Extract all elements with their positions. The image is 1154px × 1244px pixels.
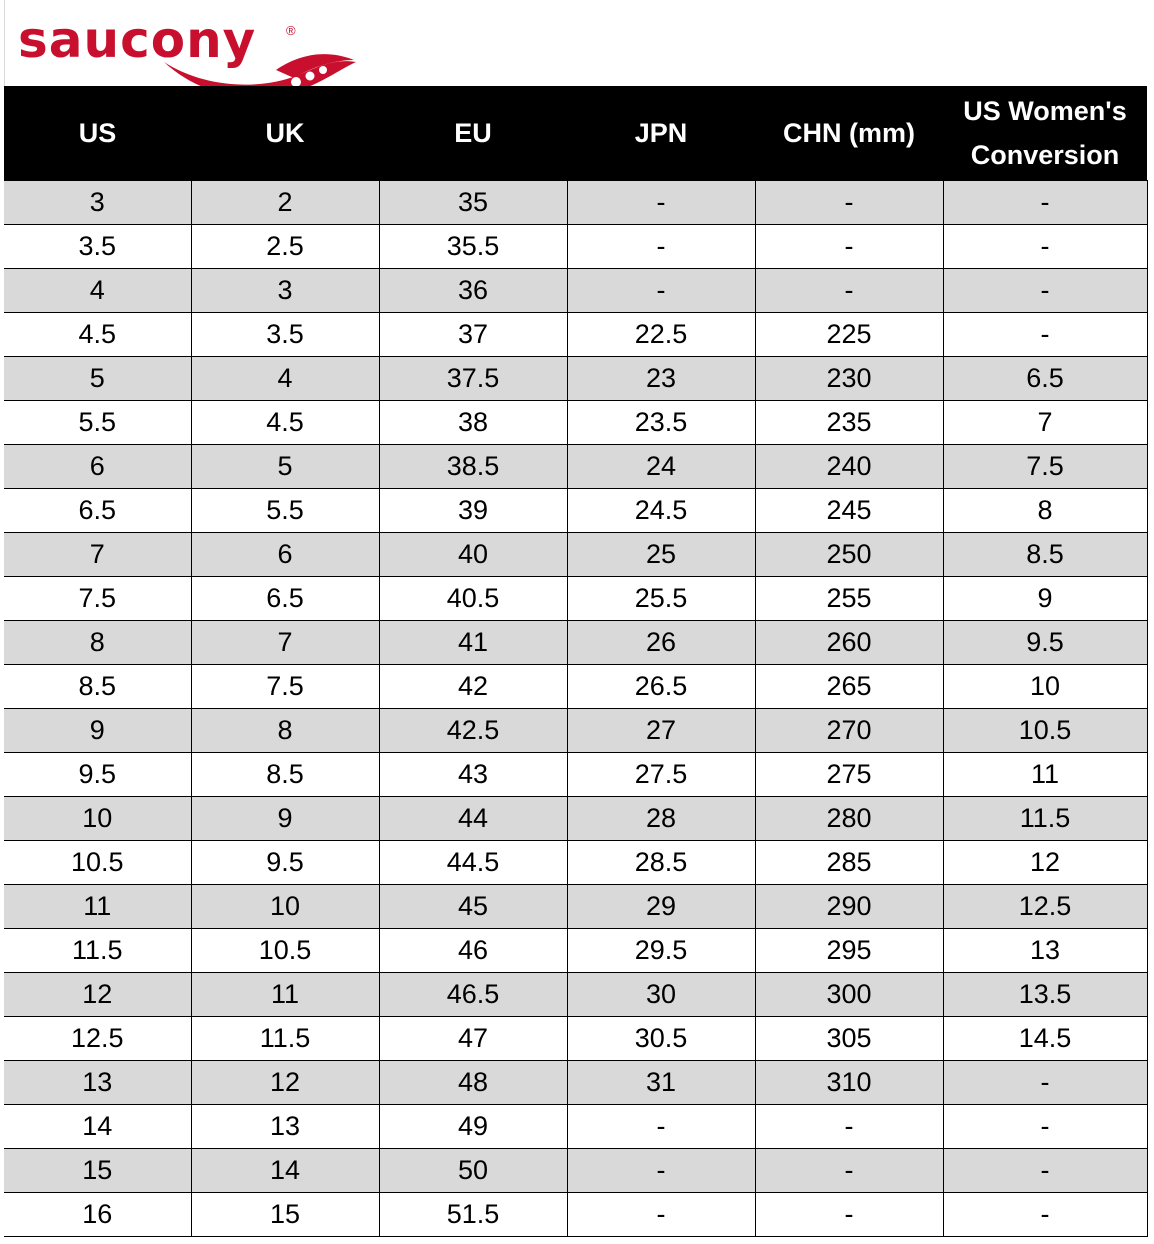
table-cell-us-womens-conversion: 9 xyxy=(943,577,1147,621)
table-cell-us: 8.5 xyxy=(4,665,191,709)
column-header-us: US xyxy=(4,86,191,181)
table-cell-us-womens-conversion: 9.5 xyxy=(943,621,1147,665)
table-cell-us: 5 xyxy=(4,357,191,401)
table-row xyxy=(4,665,1147,709)
table-cell-jpn: - xyxy=(567,1193,755,1237)
table-cell-uk: 4 xyxy=(191,357,379,401)
page-left-border xyxy=(4,0,5,86)
table-cell-uk: 11 xyxy=(191,973,379,1017)
table-cell-eu: 35.5 xyxy=(379,225,567,269)
table-cell-uk: 14 xyxy=(191,1149,379,1193)
table-cell-us-womens-conversion: 14.5 xyxy=(943,1017,1147,1061)
table-cell-us-womens-conversion: - xyxy=(943,1149,1147,1193)
table-cell-jpn: 23.5 xyxy=(567,401,755,445)
table-cell-us-womens-conversion: 8 xyxy=(943,489,1147,533)
table-cell-us-womens-conversion: 7.5 xyxy=(943,445,1147,489)
table-cell-eu: 46.5 xyxy=(379,973,567,1017)
table-cell-us: 14 xyxy=(4,1105,191,1149)
table-cell-us-womens-conversion: - xyxy=(943,225,1147,269)
table-cell-us: 12.5 xyxy=(4,1017,191,1061)
table-cell-uk: 12 xyxy=(191,1061,379,1105)
column-header-chn-mm: CHN (mm) xyxy=(755,86,943,181)
table-row xyxy=(4,181,1147,225)
table-cell-jpn: 28.5 xyxy=(567,841,755,885)
table-cell-chn-mm: 225 xyxy=(755,313,943,357)
table-cell-chn-mm: 250 xyxy=(755,533,943,577)
table-cell-uk: 6 xyxy=(191,533,379,577)
table-cell-eu: 44 xyxy=(379,797,567,841)
table-cell-us: 12 xyxy=(4,973,191,1017)
table-cell-us: 15 xyxy=(4,1149,191,1193)
table-cell-us-womens-conversion: - xyxy=(943,1105,1147,1149)
table-cell-chn-mm: - xyxy=(755,1149,943,1193)
table-cell-uk: 8.5 xyxy=(191,753,379,797)
table-cell-chn-mm: - xyxy=(755,1105,943,1149)
table-cell-us-womens-conversion: 12.5 xyxy=(943,885,1147,929)
table-row xyxy=(4,709,1147,753)
table-cell-eu: 46 xyxy=(379,929,567,973)
table-cell-us-womens-conversion: - xyxy=(943,181,1147,225)
table-cell-eu: 43 xyxy=(379,753,567,797)
table-cell-eu: 40 xyxy=(379,533,567,577)
table-cell-us-womens-conversion: 13.5 xyxy=(943,973,1147,1017)
table-cell-us-womens-conversion: - xyxy=(943,269,1147,313)
column-header-eu: EU xyxy=(379,86,567,181)
table-cell-chn-mm: 300 xyxy=(755,973,943,1017)
table-cell-uk: 8 xyxy=(191,709,379,753)
table-cell-chn-mm: 265 xyxy=(755,665,943,709)
table-cell-jpn: 31 xyxy=(567,1061,755,1105)
table-row xyxy=(4,1061,1147,1105)
table-cell-uk: 10 xyxy=(191,885,379,929)
table-cell-uk: 15 xyxy=(191,1193,379,1237)
table-cell-jpn: 29.5 xyxy=(567,929,755,973)
table-cell-jpn: 24.5 xyxy=(567,489,755,533)
table-cell-chn-mm: 235 xyxy=(755,401,943,445)
table-row xyxy=(4,797,1147,841)
table-cell-jpn: 30.5 xyxy=(567,1017,755,1061)
table-cell-eu: 49 xyxy=(379,1105,567,1149)
table-cell-us: 3.5 xyxy=(4,225,191,269)
table-cell-chn-mm: 310 xyxy=(755,1061,943,1105)
table-cell-uk: 4.5 xyxy=(191,401,379,445)
table-cell-jpn: 22.5 xyxy=(567,313,755,357)
table-cell-eu: 37 xyxy=(379,313,567,357)
table-cell-us: 16 xyxy=(4,1193,191,1237)
table-cell-jpn: - xyxy=(567,269,755,313)
table-row xyxy=(4,1193,1147,1237)
table-cell-uk: 2.5 xyxy=(191,225,379,269)
table-row xyxy=(4,577,1147,621)
table-row xyxy=(4,1017,1147,1061)
table-cell-chn-mm: 230 xyxy=(755,357,943,401)
table-cell-uk: 7.5 xyxy=(191,665,379,709)
table-row xyxy=(4,1149,1147,1193)
header-row xyxy=(4,86,1147,181)
table-cell-jpn: 23 xyxy=(567,357,755,401)
table-row xyxy=(4,621,1147,665)
size-chart-body xyxy=(4,181,1147,1237)
table-row xyxy=(4,313,1147,357)
table-cell-jpn: 27 xyxy=(567,709,755,753)
table-cell-uk: 11.5 xyxy=(191,1017,379,1061)
table-cell-chn-mm: 270 xyxy=(755,709,943,753)
table-cell-jpn: 28 xyxy=(567,797,755,841)
table-cell-jpn: 26.5 xyxy=(567,665,755,709)
table-cell-eu: 36 xyxy=(379,269,567,313)
table-cell-jpn: 30 xyxy=(567,973,755,1017)
table-cell-chn-mm: 260 xyxy=(755,621,943,665)
table-row xyxy=(4,225,1147,269)
column-header-us-womens-conversion: US Women's Conversion xyxy=(943,86,1147,181)
table-cell-us: 9 xyxy=(4,709,191,753)
logo-wordmark: saucony xyxy=(18,11,257,69)
table-row xyxy=(4,973,1147,1017)
table-cell-jpn: 24 xyxy=(567,445,755,489)
table-cell-jpn: - xyxy=(567,225,755,269)
table-cell-us: 5.5 xyxy=(4,401,191,445)
registered-mark: ® xyxy=(286,23,296,38)
table-cell-uk: 7 xyxy=(191,621,379,665)
table-cell-eu: 38 xyxy=(379,401,567,445)
table-cell-uk: 5.5 xyxy=(191,489,379,533)
table-row xyxy=(4,445,1147,489)
column-header-uk: UK xyxy=(191,86,379,181)
table-cell-uk: 5 xyxy=(191,445,379,489)
table-cell-chn-mm: 290 xyxy=(755,885,943,929)
table-row xyxy=(4,1105,1147,1149)
table-cell-uk: 2 xyxy=(191,181,379,225)
table-cell-eu: 38.5 xyxy=(379,445,567,489)
table-cell-uk: 3.5 xyxy=(191,313,379,357)
table-cell-chn-mm: 255 xyxy=(755,577,943,621)
table-cell-jpn: - xyxy=(567,1105,755,1149)
table-cell-chn-mm: 285 xyxy=(755,841,943,885)
table-cell-chn-mm: 280 xyxy=(755,797,943,841)
table-cell-chn-mm: 245 xyxy=(755,489,943,533)
table-cell-us-womens-conversion: 10.5 xyxy=(943,709,1147,753)
table-cell-us: 10 xyxy=(4,797,191,841)
table-cell-us: 6.5 xyxy=(4,489,191,533)
table-cell-us: 8 xyxy=(4,621,191,665)
size-chart-header xyxy=(4,86,1147,181)
table-cell-us: 11 xyxy=(4,885,191,929)
table-cell-us-womens-conversion: - xyxy=(943,1193,1147,1237)
table-row xyxy=(4,929,1147,973)
table-cell-jpn: - xyxy=(567,1149,755,1193)
table-cell-uk: 6.5 xyxy=(191,577,379,621)
table-cell-us: 3 xyxy=(4,181,191,225)
table-cell-us: 11.5 xyxy=(4,929,191,973)
table-cell-us: 7 xyxy=(4,533,191,577)
table-cell-eu: 35 xyxy=(379,181,567,225)
table-cell-uk: 13 xyxy=(191,1105,379,1149)
table-cell-us-womens-conversion: 11 xyxy=(943,753,1147,797)
table-cell-us-womens-conversion: 8.5 xyxy=(943,533,1147,577)
table-cell-jpn: - xyxy=(567,181,755,225)
table-row xyxy=(4,841,1147,885)
table-cell-us: 4 xyxy=(4,269,191,313)
table-cell-us-womens-conversion: 6.5 xyxy=(943,357,1147,401)
table-cell-us-womens-conversion: 7 xyxy=(943,401,1147,445)
table-cell-us: 4.5 xyxy=(4,313,191,357)
table-row xyxy=(4,533,1147,577)
table-cell-eu: 40.5 xyxy=(379,577,567,621)
table-cell-jpn: 25 xyxy=(567,533,755,577)
table-cell-us-womens-conversion: 12 xyxy=(943,841,1147,885)
table-cell-uk: 9 xyxy=(191,797,379,841)
table-cell-jpn: 25.5 xyxy=(567,577,755,621)
table-cell-eu: 45 xyxy=(379,885,567,929)
table-cell-eu: 47 xyxy=(379,1017,567,1061)
table-cell-us: 9.5 xyxy=(4,753,191,797)
table-cell-eu: 37.5 xyxy=(379,357,567,401)
table-cell-us-womens-conversion: 13 xyxy=(943,929,1147,973)
table-cell-us: 6 xyxy=(4,445,191,489)
table-cell-us-womens-conversion: - xyxy=(943,313,1147,357)
table-cell-eu: 51.5 xyxy=(379,1193,567,1237)
table-cell-eu: 42.5 xyxy=(379,709,567,753)
table-cell-eu: 44.5 xyxy=(379,841,567,885)
table-cell-us: 7.5 xyxy=(4,577,191,621)
table-cell-us-womens-conversion: - xyxy=(943,1061,1147,1105)
table-cell-jpn: 27.5 xyxy=(567,753,755,797)
table-cell-us-womens-conversion: 11.5 xyxy=(943,797,1147,841)
table-cell-chn-mm: 295 xyxy=(755,929,943,973)
table-cell-chn-mm: - xyxy=(755,225,943,269)
table-row xyxy=(4,269,1147,313)
table-cell-eu: 41 xyxy=(379,621,567,665)
table-cell-us-womens-conversion: 10 xyxy=(943,665,1147,709)
table-row xyxy=(4,753,1147,797)
table-cell-chn-mm: - xyxy=(755,1193,943,1237)
table-cell-jpn: 29 xyxy=(567,885,755,929)
table-cell-chn-mm: 240 xyxy=(755,445,943,489)
table-row xyxy=(4,489,1147,533)
table-cell-eu: 39 xyxy=(379,489,567,533)
table-cell-chn-mm: - xyxy=(755,269,943,313)
table-cell-eu: 50 xyxy=(379,1149,567,1193)
table-cell-eu: 48 xyxy=(379,1061,567,1105)
table-cell-chn-mm: - xyxy=(755,181,943,225)
table-row xyxy=(4,357,1147,401)
table-cell-eu: 42 xyxy=(379,665,567,709)
table-row xyxy=(4,401,1147,445)
size-chart-table xyxy=(4,86,1148,1237)
table-cell-chn-mm: 305 xyxy=(755,1017,943,1061)
column-header-jpn: JPN xyxy=(567,86,755,181)
table-cell-chn-mm: 275 xyxy=(755,753,943,797)
table-row xyxy=(4,885,1147,929)
table-cell-uk: 3 xyxy=(191,269,379,313)
table-cell-uk: 10.5 xyxy=(191,929,379,973)
table-cell-us: 13 xyxy=(4,1061,191,1105)
table-cell-uk: 9.5 xyxy=(191,841,379,885)
table-cell-us: 10.5 xyxy=(4,841,191,885)
table-cell-jpn: 26 xyxy=(567,621,755,665)
